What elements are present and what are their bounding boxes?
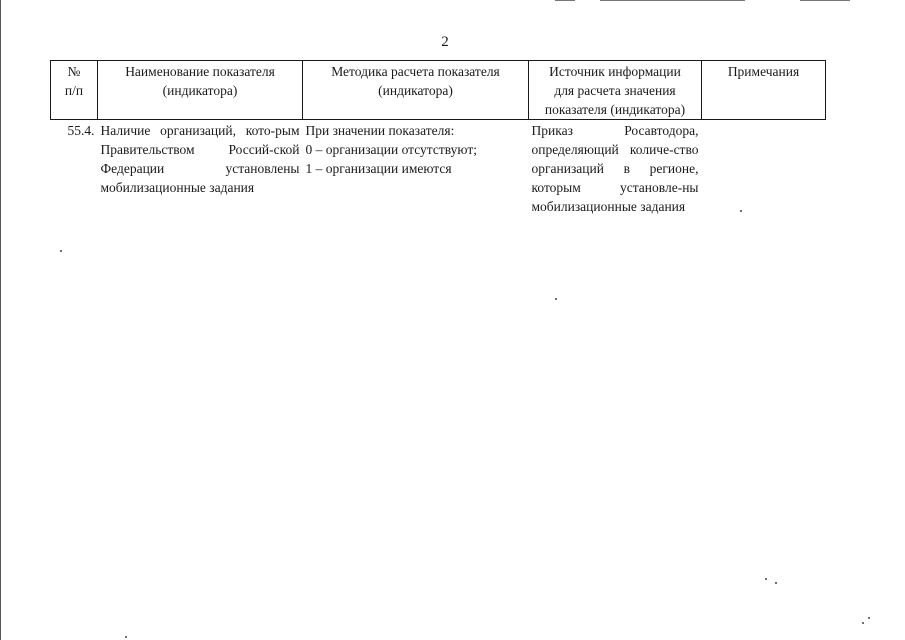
scan-top-mark [600, 0, 745, 1]
scan-speck [555, 298, 557, 300]
scan-speck [740, 210, 742, 212]
table-header-row [51, 61, 826, 120]
scan-top-mark [555, 0, 575, 1]
header-notes: Примечания [702, 61, 826, 120]
row-calculation-method: При значении показателя: 0 – организации отсутствуют; 1 – организации имеются [305, 123, 477, 176]
scan-top-mark [800, 0, 850, 1]
header-information-source: Источник информации для расчета значения показателя (индикатора) [529, 61, 702, 120]
header-calculation-method: Методика расчета показателя (индикатора) [303, 61, 529, 120]
scan-speck [60, 250, 62, 252]
scan-speck [765, 578, 767, 580]
row-number: 55.4. [67, 123, 95, 138]
header-indicator-name: Наименование показателя (индикатора) [98, 61, 303, 120]
row-notes [702, 120, 826, 217]
scan-speck [125, 636, 127, 638]
scan-speck [862, 622, 864, 624]
header-number: № п/п [51, 61, 98, 120]
indicators-table [50, 60, 826, 216]
scan-left-edge [0, 0, 1, 640]
scan-speck [775, 582, 777, 584]
row-information-source: Приказ Росавтодора, определяющий количе-ство организаций в регионе, которым установле-ны мобилизационные задания [531, 123, 699, 214]
scan-speck [868, 617, 870, 619]
table-row [51, 120, 826, 217]
page-number: 2 [441, 34, 449, 50]
row-indicator-name: Наличие организаций, кото-рым Правительством Россий-ской Федерации установлены мобилизационные задания [100, 123, 300, 195]
